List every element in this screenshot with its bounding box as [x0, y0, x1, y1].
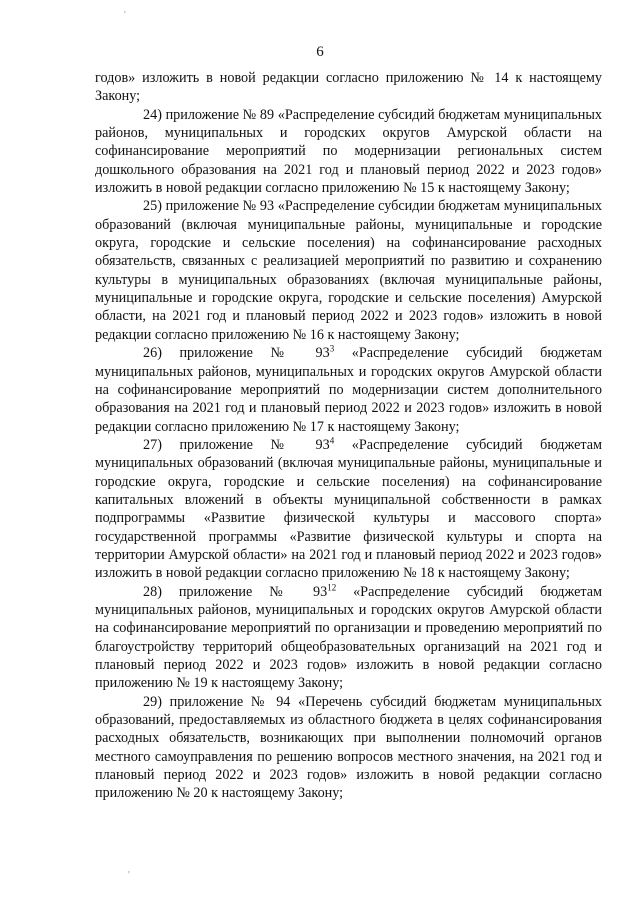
superscript: 4: [329, 435, 335, 446]
item-number: 25): [143, 198, 162, 215]
item-text-start: приложение № 93: [178, 583, 328, 600]
item-number: 24): [143, 106, 162, 123]
superscript: 3: [329, 343, 335, 354]
list-item-27: [95, 436, 602, 583]
page-number: 6: [316, 44, 324, 60]
scan-mark: ': [124, 10, 126, 21]
item-text-start: приложение № 93: [179, 345, 330, 362]
item-number: 29): [143, 693, 162, 710]
scan-mark: ': [128, 870, 130, 881]
item-text-rest: «Распределение субсидий бюджетам муниципальных районов, муниципальных и городских округов Амурской области на софинансирование мероприятий по модернизации систем дополнительного образования на 2021 год и плановый период 2022 и 2023 годов» изложить в новой редакции согласно приложению № 17 к настоящему Закону;: [95, 345, 603, 435]
list-item-25: [95, 197, 602, 344]
item-number: 26): [143, 345, 162, 362]
item-text: приложение № 89 «Распределение субсидий бюджетам муниципальных районов, муниципальных и городских округов Амурской области на софинансирование мероприятий по модернизации региональных систем дошкольного образования на 2021 год и плановый период 2022 и 2023 годов» изложить в новой редакции согласно приложению № 15 к настоящему Закону;: [95, 106, 602, 197]
item-number: 28): [143, 583, 162, 600]
list-item-24: [95, 106, 602, 198]
list-item-29: [95, 693, 602, 803]
superscript: 12: [327, 581, 337, 592]
item-text: приложение № 93 «Распределение субсидии бюджетам муниципальных образований (включая муниципальные районы, муниципальные и городские округа, городские и сельские поселения) на софинансирование расходных обязательств, связанных с реализацией мероприятий по развитию и сохранению культуры в муниципальных образованиях (включая муниципальные районы, муниципальные и городские округа, городские и сельские поселения) Амурской области, на 2021 год и плановый период 2022 и 2023 годов» изложить в новой редакции согласно приложению № 16 к настоящему Закону;: [95, 198, 602, 343]
item-text-start: приложение № 93: [179, 436, 330, 453]
item-text: приложение № 94 «Перечень субсидий бюджетам муниципальных образований, предоставляемых из областного бюджета в целях софинансирования расходных обязательств, возникающих при выполнении полномочий органов местного самоуправления по решению вопросов местного значения, на 2021 год и плановый период 2022 и 2023 годов» изложить в новой редакции согласно приложению № 20 к настоящему Закону;: [95, 693, 603, 802]
list-item-26: [95, 344, 602, 436]
item-number: 27): [143, 436, 162, 453]
item-text-rest: «Распределение субсидий бюджетам муниципальных образований (включая муниципальные районы, муниципальные и городские округа, городские и сельские поселения) на софинансирование капитальных вложений в объекты муниципальной собственности в рамках подпрограммы «Развитие физической культуры и массового спорта» государственной программы «Развитие физической культуры и спорта на территории Амурской области» на 2021 год и плановый период 2022 и 2023 годов» изложить в новой редакции согласно приложению № 18 к настоящему Закону;: [95, 436, 603, 582]
list-item-28: [95, 583, 602, 693]
document-body: [95, 69, 602, 803]
item-text-rest: «Распределение субсидий бюджетам муниципальных районов, муниципальных и городских округов Амурской области на софинансирование мероприятий по организации и проведению мероприятий по благоустройству территорий общеобразовательных организаций на 2021 год и плановый период 2022 и 2023 годов» изложить в новой редакции согласно приложению № 19 к настоящему Закону;: [95, 583, 603, 692]
paragraph-continuation: годов» изложить в новой редакции согласно приложению № 14 к настоящему Закону;: [95, 70, 602, 105]
